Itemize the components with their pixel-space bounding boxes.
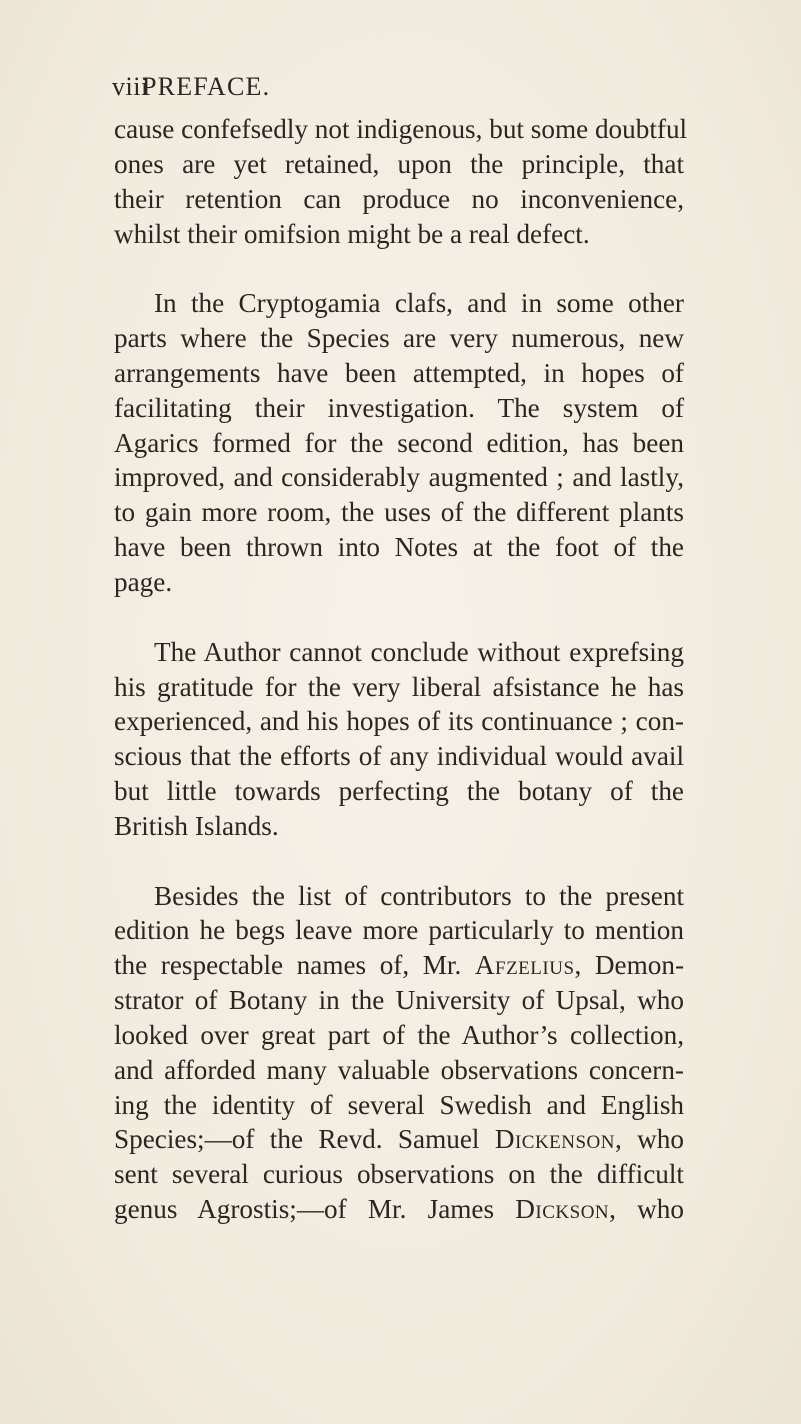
text-line: In the Cryptogamia clafs, and in some other [154, 288, 684, 319]
text-line: Besides the list of contributors to the present [154, 880, 684, 911]
text-line: scious that the efforts of any individual would avail [114, 741, 684, 772]
paragraph-4 [114, 879, 684, 1227]
text-line: ing the identity of several Swedish and English [114, 1089, 684, 1120]
text-line: and afforded many valuable observations concern- [114, 1054, 684, 1085]
text-line: The Author cannot conclude without exprefsing [154, 636, 684, 667]
text-line: Agarics formed for the second edition, has been [114, 427, 684, 458]
text-line: their retention can produce no inconvenience, [114, 183, 684, 214]
text-line: arrangements have been attempted, in hopes of [114, 357, 684, 388]
text-line: facilitating their investigation. The system of [114, 392, 684, 423]
text-line: edition he begs leave more particularly to mention [114, 915, 684, 946]
text-line: Species;—of the Revd. Samuel Dickenson, who [114, 1124, 684, 1155]
paragraph-1 [114, 112, 688, 251]
text-line: looked over great part of the Author’s collection, [114, 1019, 684, 1050]
text-line: page. [114, 566, 173, 597]
text-line: whilst their omifsion might be a real defect. [114, 218, 590, 249]
paragraph-3 [114, 635, 684, 844]
text-line: cause confefsedly not indigenous, but some doubtful [114, 114, 688, 144]
person-name: Dickson [515, 1194, 610, 1225]
text-line: parts where the Species are very numerous, new [114, 323, 684, 354]
text-line: the respectable names of, Mr. Afzelius, Demon- [114, 950, 684, 981]
text-line: his gratitude for the very liberal afsistance he has [114, 671, 684, 702]
running-head: PREFACE. [142, 72, 271, 101]
text-line: sent several curious observations on the difficult [114, 1159, 684, 1190]
text-line: experienced, and his hopes of its continuance ; con- [114, 706, 684, 737]
paragraph-2 [114, 286, 684, 600]
text-line: to gain more room, the uses of the different plants [114, 497, 684, 528]
text-line: ones are yet retained, upon the principle, that [114, 148, 684, 179]
page-header [112, 72, 672, 108]
text-line: improved, and considerably augmented ; and lastly, [114, 462, 684, 493]
body-text [114, 112, 688, 1227]
person-name: Dickenson [494, 1124, 616, 1155]
person-name: Afzelius [474, 950, 575, 981]
text-line: but little towards perfecting the botany of the [114, 776, 684, 807]
text-line: strator of Botany in the University of Upsal, who [114, 985, 684, 1016]
page-number: viii [112, 72, 149, 101]
text-line: British Islands. [114, 810, 279, 841]
text-line: genus Agrostis;—of Mr. James Dickson, who [114, 1194, 684, 1225]
text-line: have been thrown into Notes at the foot of the [114, 532, 684, 563]
